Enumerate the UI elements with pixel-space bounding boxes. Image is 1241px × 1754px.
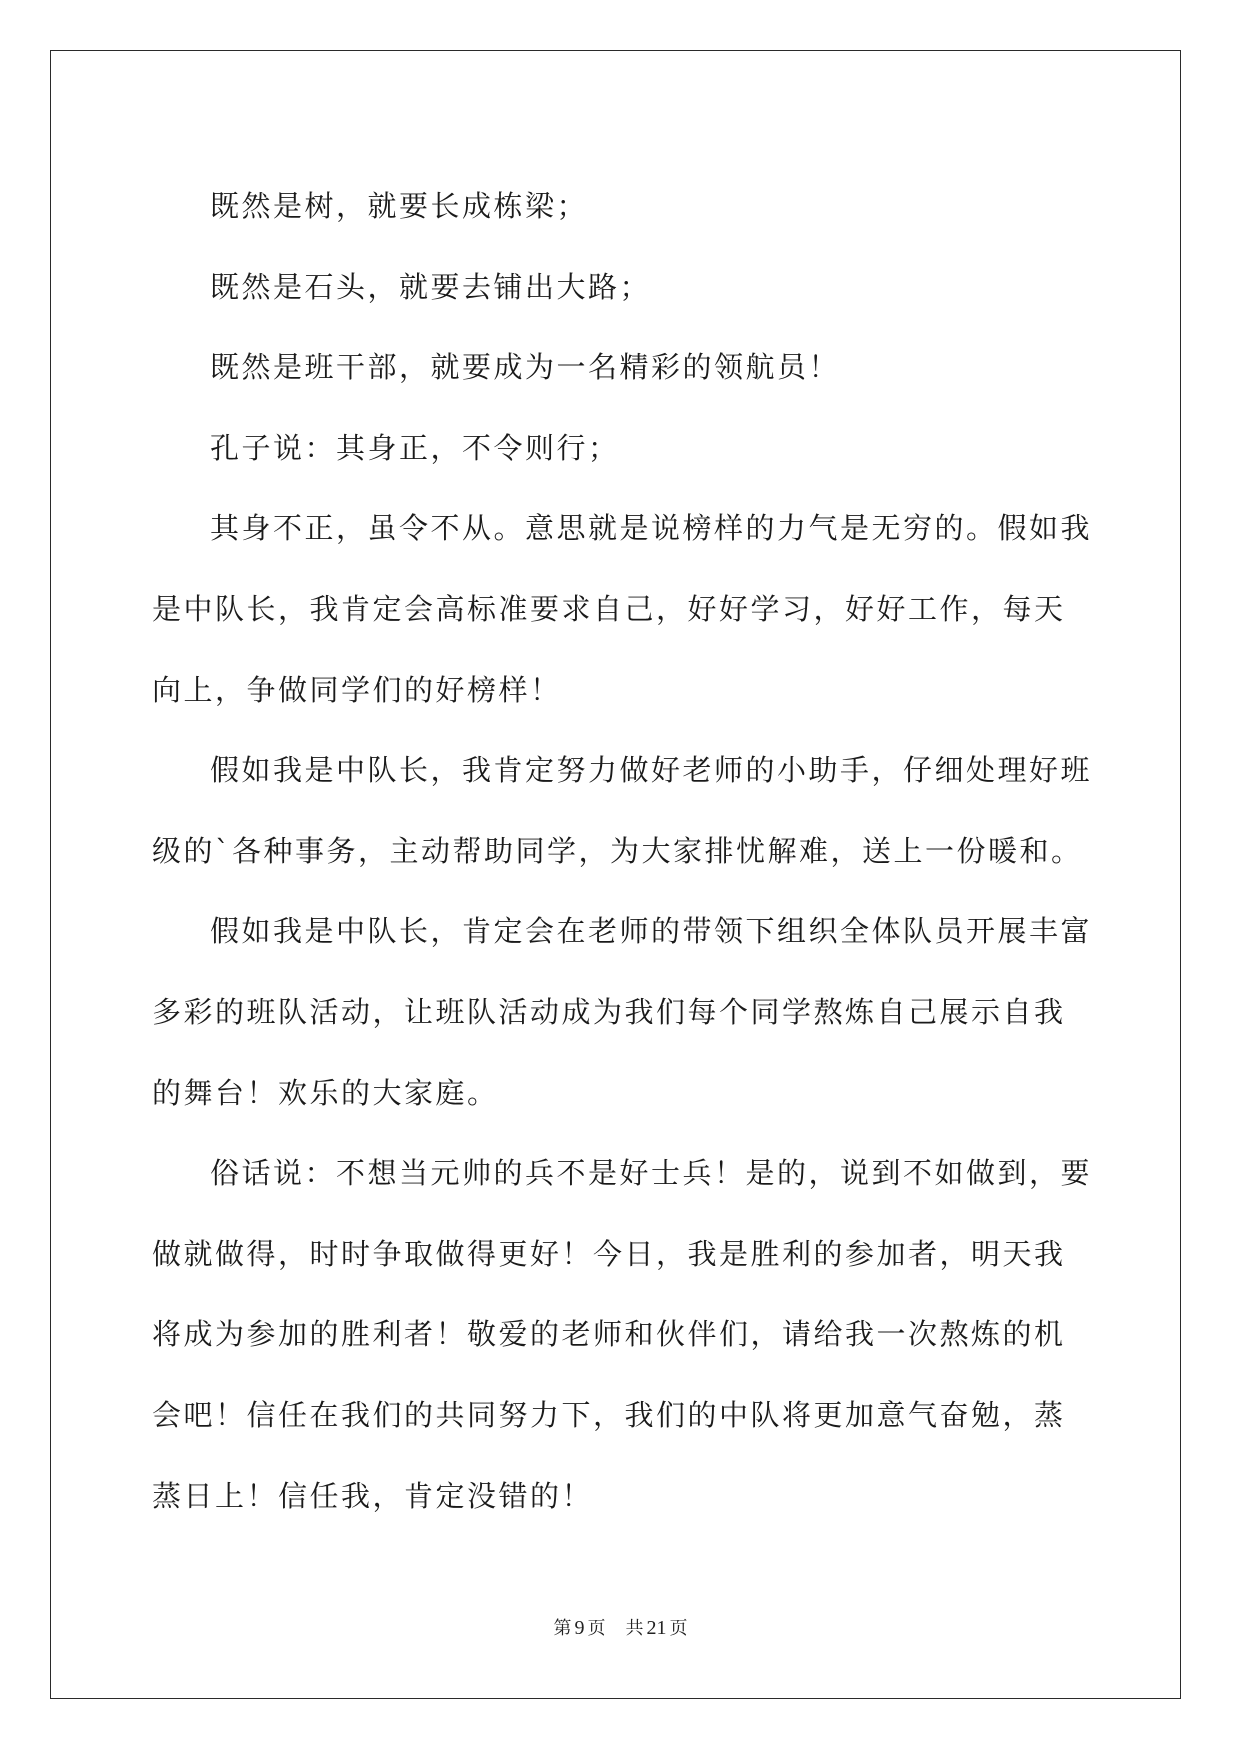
paragraph: 孔子说：其身正，不令则行； [210, 430, 620, 465]
paragraph: 假如我是中队长，肯定会在老师的带领下组织全体队员开展丰富多彩的班队活动，让班队活动成为我们每个同学熬炼自己展示自我的舞台！欢乐的大家庭。 [152, 914, 1093, 1110]
paragraph: 既然是石头，就要去铺出大路； [210, 269, 652, 304]
document-body [152, 166, 1092, 1536]
total-pages: 21 [646, 1617, 667, 1639]
footer-prefix: 第 [553, 1618, 572, 1639]
paragraph: 假如我是中队长，我肯定努力做好老师的小助手，仔细处理好班级的`各种事务，主动帮助同学，为大家排忧解难，送上一份暖和。 [152, 753, 1093, 868]
paragraph: 俗话说：不想当元帅的兵不是好士兵！是的，说到不如做到，要做就做得，时时争取做得更好！今日，我是胜利的参加者，明天我将成为参加的胜利者！敬爱的老师和伙伴们，请给我一次熬炼的机会吧！信任在我们的共同努力下，我们的中队将更加意气奋勉，蒸蒸日上！信任我，肯定没错的！ [152, 1156, 1093, 1513]
page-suffix: 页 [587, 1618, 606, 1639]
page-number: 9 [574, 1617, 585, 1639]
paragraph: 既然是树，就要长成栋梁； [210, 189, 589, 223]
total-suffix: 页 [669, 1618, 688, 1639]
total-prefix: 共 [625, 1618, 644, 1639]
paragraph: 既然是班干部，就要成为一名精彩的领航员！ [210, 350, 841, 385]
paragraph: 其身不正，虽令不从。意思就是说榜样的力气是无穷的。假如我是中队长，我肯定会高标准要求自己，好好学习，好好工作，每天向上，争做同学们的好榜样！ [152, 511, 1093, 707]
page-footer [0, 1616, 1241, 1641]
